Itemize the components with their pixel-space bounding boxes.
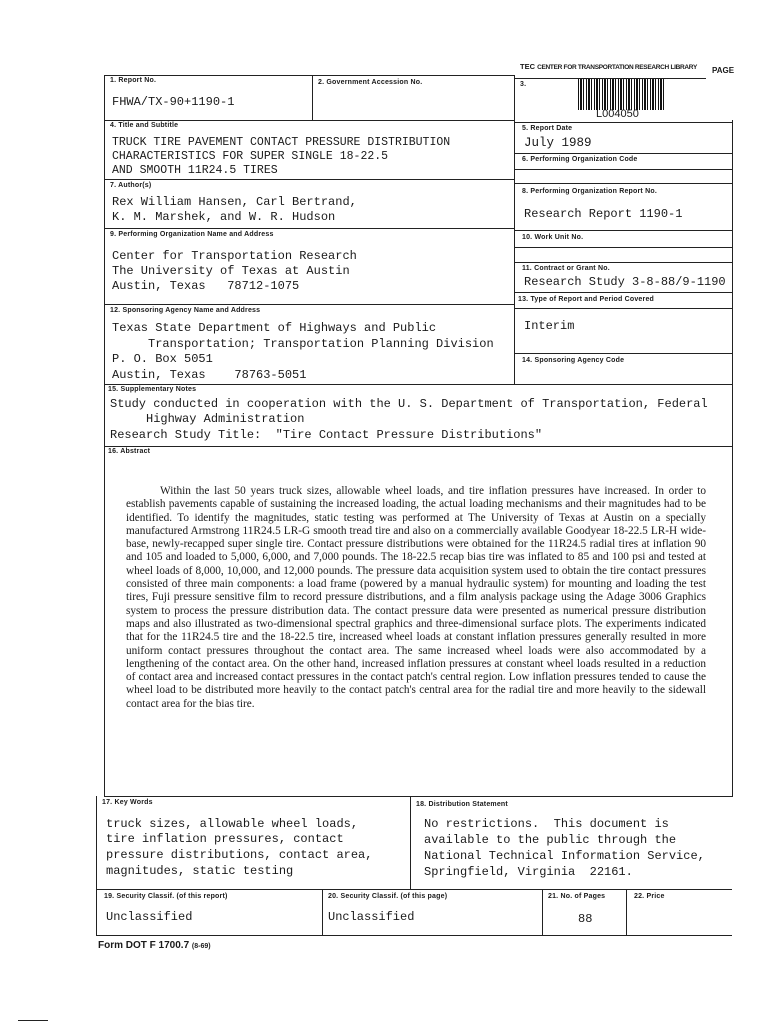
report-type-value: Interim bbox=[524, 319, 575, 333]
distribution-line-4: Springfield, Virginia 22161. bbox=[424, 865, 633, 879]
distribution-label: 18. Distribution Statement bbox=[416, 801, 508, 808]
supplementary-line-3: Research Study Title: "Tire Contact Pressure Distributions" bbox=[110, 428, 543, 442]
title-line-3: AND SMOOTH 11R24.5 TIRES bbox=[112, 164, 278, 177]
perf-org-code-label: 6. Performing Organization Code bbox=[522, 156, 638, 163]
recipient-label: 3. bbox=[520, 81, 527, 88]
title-label: 4. Title and Subtitle bbox=[110, 122, 179, 129]
security-page-label: 20. Security Classif. (of this page) bbox=[328, 893, 448, 900]
title-line-1: TRUCK TIRE PAVEMENT CONTACT PRESSURE DISTRIBUTION bbox=[112, 136, 451, 149]
security-report-value: Unclassified bbox=[106, 910, 193, 924]
supplementary-line-1: Study conducted in cooperation with the U. S. Department of Transportation, Federal bbox=[110, 397, 708, 411]
perf-org-line-1: Center for Transportation Research bbox=[112, 249, 357, 263]
security-page-value: Unclassified bbox=[328, 910, 415, 924]
distribution-line-1: No restrictions. This document is bbox=[424, 817, 669, 831]
form-number bbox=[98, 940, 211, 951]
perf-org-line-2: The University of Texas at Austin bbox=[112, 264, 350, 278]
report-type-label: 13. Type of Report and Period Covered bbox=[518, 296, 655, 303]
gov-accession-label: 2. Government Accession No. bbox=[318, 79, 423, 86]
report-no-value: FHWA/TX-90+1190-1 bbox=[112, 95, 235, 109]
sponsor-code-label: 14. Sponsoring Agency Code bbox=[522, 357, 625, 364]
sponsor-label: 12. Sponsoring Agency Name and Address bbox=[110, 307, 261, 314]
sponsor-line-3: P. O. Box 5051 bbox=[112, 352, 213, 366]
abstract-text: Within the last 50 years truck sizes, allowable wheel loads, and tire inflation pressures have increased. In order to establish pavements capable of sustaining the increased loading, the actual loading mechanisms and their magnitudes had to be identified. To identify the magnitudes, static testing was performed at The University of Texas at Austin on a specially manufactured Armstrong 11R24.5 LR-G smooth tread tire and also on a commercially available Goodyear 18-22.5 LR-H wide-base, newly-recapped super single tire. Contact pressure distributions were obtained for the 11R24.5 radial tires at inflation 90 and 105 and loaded to 5,000, 6,000, and 7,000 pounds. The 18-22.5 recap bias tire was inflated to 85 and 100 psi and tested at wheel loads of 8,000, 10,000, and 12,000 pounds. The pressure data acquisition system used to obtain the tire contact pressures consisted of three main components: a load frame (powered by a manual hydraulic system) for mounting and loading the test tires, Fuji pressure sensitive film to record pressure distributions, and a film analysis package using the Adage 3006 Graphics system to process the pressure distribution data. The contact pressure data were presented as numerical pressure distribution maps and also illustrated as two-dimensional spectral graphics and three-dimensional surface plots. The experiments indicated that for the 11R24.5 tire and the 18-22.5 tire, increased wheel loads at constant inflation pressures generally resulted in more uniform contact pressures throughout the contact area. The same increased wheel loads were also accommodated by a lengthening of the contact area. On the other hand, increased inflation pressures at constant wheel loads resulted in a reduction of contact area and increased contact pressures in the contact patch's central region. Low inflation pressures tended to cause the wheel load to be distributed more heavily to the contact patch's central area for the radial tire and more heavily to the sidewall contact area for the bias tire. bbox=[126, 485, 706, 710]
authors-line-2: K. M. Marshek, and W. R. Hudson bbox=[112, 210, 336, 224]
barcode-image bbox=[578, 78, 664, 110]
num-pages-label: 21. No. of Pages bbox=[548, 893, 606, 900]
perf-org-name-label: 9. Performing Organization Name and Address bbox=[110, 231, 274, 238]
sponsor-line-4: Austin, Texas 78763-5051 bbox=[112, 368, 307, 382]
perf-org-report-label: 8. Performing Organization Report No. bbox=[522, 188, 657, 195]
report-date-label: 5. Report Date bbox=[522, 125, 573, 132]
num-pages-value: 88 bbox=[578, 912, 593, 926]
report-date-value: July 1989 bbox=[524, 136, 592, 150]
abstract-label: 16. Abstract bbox=[108, 448, 151, 455]
key-words-line-2: tire inflation pressures, contact bbox=[106, 832, 344, 846]
report-no-label: 1. Report No. bbox=[110, 77, 157, 84]
library-stamp-prefix: TEC bbox=[520, 62, 535, 71]
bottom-dash bbox=[18, 1020, 48, 1021]
key-words-line-1: truck sizes, allowable wheel loads, bbox=[106, 817, 359, 831]
price-label: 22. Price bbox=[634, 893, 665, 900]
library-stamp bbox=[520, 62, 697, 71]
library-name: CENTER FOR TRANSPORTATION RESEARCH LIBRARY bbox=[537, 64, 697, 71]
contract-value: Research Study 3-8-88/9-1190 bbox=[524, 275, 726, 289]
key-words-line-3: pressure distributions, contact area, bbox=[106, 848, 373, 862]
work-unit-label: 10. Work Unit No. bbox=[522, 234, 584, 241]
security-report-label: 19. Security Classif. (of this report) bbox=[104, 893, 228, 900]
perf-org-report-value: Research Report 1190-1 bbox=[524, 207, 683, 221]
sponsor-line-2: Transportation; Transportation Planning Division bbox=[112, 337, 494, 351]
barcode-id: L004050 bbox=[596, 108, 639, 120]
form-date: (8-69) bbox=[191, 943, 211, 950]
authors-label: 7. Author(s) bbox=[110, 182, 152, 189]
key-words-label: 17. Key Words bbox=[102, 799, 153, 806]
contract-label: 11. Contract or Grant No. bbox=[522, 265, 610, 272]
perf-org-line-3: Austin, Texas 78712-1075 bbox=[112, 279, 300, 293]
distribution-line-2: available to the public through the bbox=[424, 833, 677, 847]
key-words-line-4: magnitudes, static testing bbox=[106, 864, 294, 878]
title-line-2: CHARACTERISTICS FOR SUPER SINGLE 18-22.5 bbox=[112, 150, 389, 163]
form-number-text: Form DOT F 1700.7 bbox=[98, 940, 190, 951]
supplementary-line-2: Highway Administration bbox=[110, 412, 305, 426]
authors-line-1: Rex William Hansen, Carl Bertrand, bbox=[112, 195, 357, 209]
distribution-line-3: National Technical Information Service, bbox=[424, 849, 705, 863]
supplementary-label: 15. Supplementary Notes bbox=[108, 386, 197, 393]
page-label: PAGE bbox=[712, 66, 735, 75]
sponsor-line-1: Texas State Department of Highways and Public bbox=[112, 321, 437, 335]
